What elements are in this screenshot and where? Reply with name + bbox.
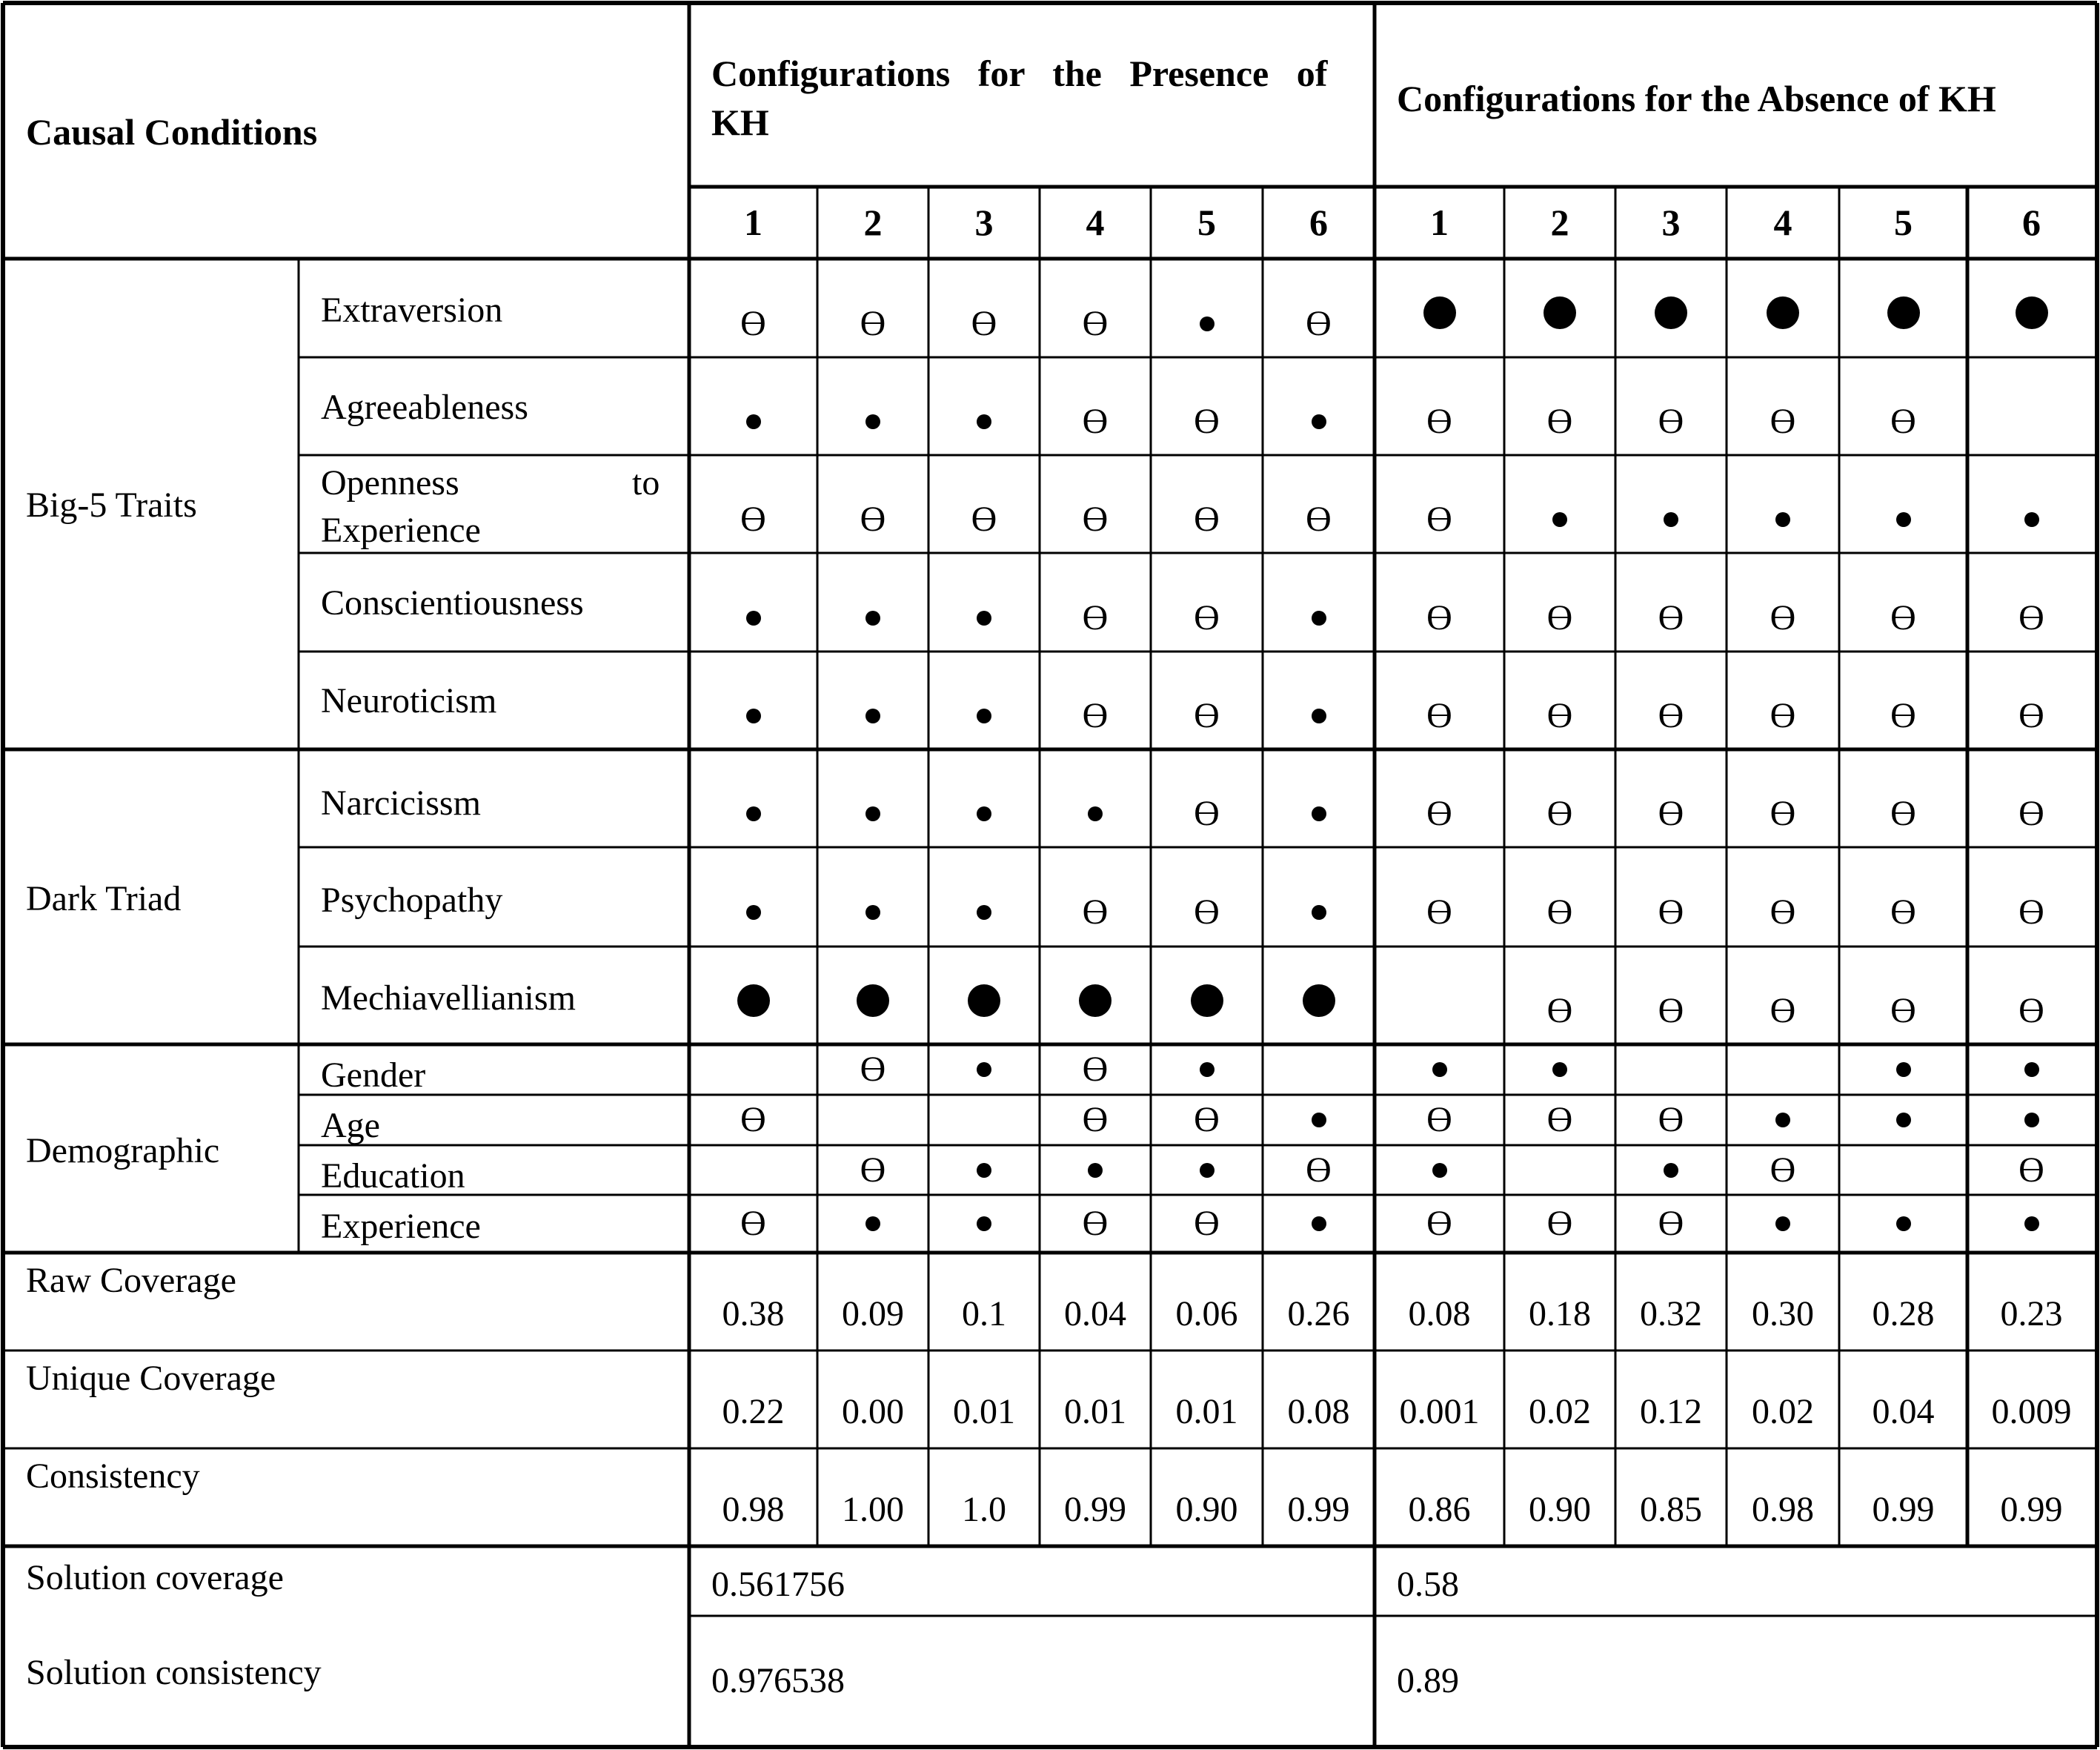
theta-absent-icon: ϴ <box>1770 794 1796 834</box>
theta-absent-icon: ϴ <box>2018 991 2044 1031</box>
solution-consistency-label: Solution consistency <box>26 1653 322 1692</box>
peripheral-present-dot-icon <box>865 905 880 920</box>
stat-value-unique-coverage: 0.001 <box>1399 1392 1480 1431</box>
stat-value-raw-coverage: 0.23 <box>2000 1294 2063 1333</box>
peripheral-present-dot-icon <box>865 1216 880 1231</box>
theta-absent-icon: ϴ <box>1194 892 1220 932</box>
column-number-absence-3: 3 <box>1661 202 1681 243</box>
theta-absent-icon: ϴ <box>1426 892 1452 932</box>
core-present-dot-icon <box>1887 296 1920 329</box>
row-label-extraversion: Extraversion <box>321 291 503 330</box>
peripheral-present-dot-icon <box>1312 1216 1326 1231</box>
stat-label-raw-coverage: Raw Coverage <box>26 1261 236 1300</box>
column-number-presence-6: 6 <box>1309 202 1328 243</box>
row-label-narcicissm: Narcicissm <box>321 783 481 823</box>
causal-conditions-header: Causal Conditions <box>26 111 318 153</box>
peripheral-present-dot-icon <box>977 1062 991 1077</box>
theta-absent-icon: ϴ <box>1194 402 1220 442</box>
peripheral-present-dot-icon <box>1200 1163 1215 1178</box>
peripheral-present-dot-icon <box>2024 1216 2039 1231</box>
core-present-dot-icon <box>968 984 1000 1017</box>
row-label-openness-line1: Openness <box>321 463 459 503</box>
theta-absent-icon: ϴ <box>1082 1100 1109 1139</box>
stat-value-raw-coverage: 0.32 <box>1640 1294 1702 1333</box>
peripheral-present-dot-icon <box>1312 414 1326 429</box>
theta-absent-icon: ϴ <box>1082 1050 1109 1089</box>
column-number-absence-2: 2 <box>1550 202 1569 243</box>
peripheral-present-dot-icon <box>977 806 991 821</box>
peripheral-present-dot-icon <box>746 806 761 821</box>
stat-value-consistency: 0.99 <box>1064 1490 1126 1529</box>
theta-absent-icon: ϴ <box>1426 500 1452 540</box>
theta-absent-icon: ϴ <box>1546 597 1573 637</box>
peripheral-present-dot-icon <box>1088 806 1103 821</box>
row-label-conscientiousness: Conscientiousness <box>321 583 584 623</box>
peripheral-present-dot-icon <box>746 611 761 626</box>
theta-absent-icon: ϴ <box>1770 597 1796 637</box>
theta-absent-icon: ϴ <box>740 1100 766 1139</box>
presence-solution-consistency: 0.976538 <box>711 1661 845 1700</box>
theta-absent-icon: ϴ <box>1546 1100 1573 1139</box>
stat-value-unique-coverage: 0.04 <box>1872 1392 1935 1431</box>
theta-absent-icon: ϴ <box>860 1150 886 1190</box>
theta-absent-icon: ϴ <box>1890 402 1916 442</box>
core-present-dot-icon <box>1767 296 1799 329</box>
peripheral-present-dot-icon <box>1664 512 1678 527</box>
stat-value-unique-coverage: 0.01 <box>953 1392 1015 1431</box>
stat-value-raw-coverage: 0.26 <box>1287 1294 1350 1333</box>
core-present-dot-icon <box>1655 296 1687 329</box>
theta-absent-icon: ϴ <box>860 500 886 540</box>
group-label-dark-triad: Dark Triad <box>26 879 182 918</box>
peripheral-present-dot-icon <box>2024 1113 2039 1127</box>
stat-label-consistency: Consistency <box>26 1456 200 1496</box>
stat-label-unique-coverage: Unique Coverage <box>26 1359 276 1398</box>
stat-value-raw-coverage: 0.04 <box>1064 1294 1126 1333</box>
theta-absent-icon: ϴ <box>1194 696 1220 736</box>
peripheral-present-dot-icon <box>865 806 880 821</box>
theta-absent-icon: ϴ <box>1890 991 1916 1031</box>
peripheral-present-dot-icon <box>746 414 761 429</box>
column-number-presence-4: 4 <box>1086 202 1105 243</box>
peripheral-present-dot-icon <box>1775 1216 1790 1231</box>
peripheral-present-dot-icon <box>1552 1062 1567 1077</box>
peripheral-present-dot-icon <box>2024 1062 2039 1077</box>
theta-absent-icon: ϴ <box>2018 794 2044 834</box>
peripheral-present-dot-icon <box>865 414 880 429</box>
peripheral-present-dot-icon <box>977 905 991 920</box>
peripheral-present-dot-icon <box>977 1216 991 1231</box>
peripheral-present-dot-icon <box>1664 1163 1678 1178</box>
theta-absent-icon: ϴ <box>1306 500 1332 540</box>
theta-absent-icon: ϴ <box>1082 1204 1109 1243</box>
theta-absent-icon: ϴ <box>971 303 997 343</box>
theta-absent-icon: ϴ <box>1658 597 1684 637</box>
stat-value-raw-coverage: 0.38 <box>722 1294 785 1333</box>
stat-value-consistency: 0.86 <box>1408 1490 1471 1529</box>
theta-absent-icon: ϴ <box>1082 402 1109 442</box>
theta-absent-icon: ϴ <box>1658 1204 1684 1243</box>
peripheral-present-dot-icon <box>1312 1113 1326 1127</box>
theta-absent-icon: ϴ <box>971 500 997 540</box>
stat-value-raw-coverage: 0.30 <box>1752 1294 1814 1333</box>
row-label-experience: Experience <box>321 1207 481 1246</box>
row-label-age: Age <box>321 1106 380 1145</box>
theta-absent-icon: ϴ <box>1194 597 1220 637</box>
theta-absent-icon: ϴ <box>1426 696 1452 736</box>
stat-value-unique-coverage: 0.009 <box>1991 1392 2072 1431</box>
peripheral-present-dot-icon <box>1775 512 1790 527</box>
theta-absent-icon: ϴ <box>1194 1204 1220 1243</box>
theta-absent-icon: ϴ <box>860 303 886 343</box>
row-label-agreeableness: Agreeableness <box>321 388 528 427</box>
core-present-dot-icon <box>1303 984 1335 1017</box>
peripheral-present-dot-icon <box>1896 512 1911 527</box>
stat-value-consistency: 0.99 <box>1872 1490 1935 1529</box>
theta-absent-icon: ϴ <box>1546 402 1573 442</box>
theta-absent-icon: ϴ <box>1426 597 1452 637</box>
theta-absent-icon: ϴ <box>1082 303 1109 343</box>
theta-absent-icon: ϴ <box>1194 1100 1220 1139</box>
peripheral-present-dot-icon <box>977 709 991 723</box>
column-number-absence-6: 6 <box>2022 202 2041 243</box>
theta-absent-icon: ϴ <box>740 1204 766 1243</box>
stat-value-consistency: 0.99 <box>1287 1490 1350 1529</box>
theta-absent-icon: ϴ <box>1890 892 1916 932</box>
theta-absent-icon: ϴ <box>1770 402 1796 442</box>
theta-absent-icon: ϴ <box>2018 1150 2044 1190</box>
stat-value-raw-coverage: 0.08 <box>1408 1294 1471 1333</box>
absence-solution-consistency: 0.89 <box>1397 1661 1459 1700</box>
peripheral-present-dot-icon <box>1200 1062 1215 1077</box>
stat-value-consistency: 0.90 <box>1175 1490 1238 1529</box>
theta-absent-icon: ϴ <box>1890 794 1916 834</box>
column-number-absence-5: 5 <box>1894 202 1913 243</box>
absence-solution-coverage: 0.58 <box>1397 1565 1459 1604</box>
theta-absent-icon: ϴ <box>1658 892 1684 932</box>
peripheral-present-dot-icon <box>746 709 761 723</box>
peripheral-present-dot-icon <box>1312 905 1326 920</box>
core-present-dot-icon <box>1079 984 1112 1017</box>
peripheral-present-dot-icon <box>1896 1216 1911 1231</box>
theta-absent-icon: ϴ <box>740 303 766 343</box>
theta-absent-icon: ϴ <box>1306 303 1332 343</box>
theta-absent-icon: ϴ <box>1426 794 1452 834</box>
core-present-dot-icon <box>857 984 889 1017</box>
theta-absent-icon: ϴ <box>1546 794 1573 834</box>
theta-absent-icon: ϴ <box>1658 794 1684 834</box>
peripheral-present-dot-icon <box>746 905 761 920</box>
stat-value-raw-coverage: 0.1 <box>962 1294 1006 1333</box>
peripheral-present-dot-icon <box>1312 709 1326 723</box>
theta-absent-icon: ϴ <box>1770 696 1796 736</box>
stat-value-unique-coverage: 0.22 <box>722 1392 785 1431</box>
presence-header-line1: Configurations for the Presence of <box>711 53 1328 94</box>
stat-value-consistency: 0.85 <box>1640 1490 1702 1529</box>
theta-absent-icon: ϴ <box>1426 402 1452 442</box>
column-number-absence-1: 1 <box>1430 202 1449 243</box>
peripheral-present-dot-icon <box>1552 512 1567 527</box>
theta-absent-icon: ϴ <box>1546 1204 1573 1243</box>
theta-absent-icon: ϴ <box>2018 892 2044 932</box>
stat-value-unique-coverage: 0.08 <box>1287 1392 1350 1431</box>
theta-absent-icon: ϴ <box>1082 696 1109 736</box>
core-present-dot-icon <box>1191 984 1223 1017</box>
stat-value-consistency: 0.98 <box>722 1490 785 1529</box>
peripheral-present-dot-icon <box>1312 611 1326 626</box>
stat-value-unique-coverage: 0.00 <box>842 1392 904 1431</box>
row-label-psychopathy: Psychopathy <box>321 881 503 920</box>
theta-absent-icon: ϴ <box>1546 696 1573 736</box>
theta-absent-icon: ϴ <box>1770 892 1796 932</box>
peripheral-present-dot-icon <box>1432 1163 1447 1178</box>
presence-solution-coverage: 0.561756 <box>711 1565 845 1604</box>
stat-value-consistency: 0.99 <box>2000 1490 2063 1529</box>
theta-absent-icon: ϴ <box>1306 1150 1332 1190</box>
row-label-mechiavellianism: Mechiavellianism <box>321 978 576 1018</box>
peripheral-present-dot-icon <box>977 414 991 429</box>
peripheral-present-dot-icon <box>865 611 880 626</box>
core-present-dot-icon <box>1544 296 1576 329</box>
peripheral-present-dot-icon <box>1432 1062 1447 1077</box>
column-number-presence-1: 1 <box>744 202 762 243</box>
row-label-gender: Gender <box>321 1055 426 1095</box>
peripheral-present-dot-icon <box>1200 316 1215 331</box>
peripheral-present-dot-icon <box>977 611 991 626</box>
peripheral-present-dot-icon <box>865 709 880 723</box>
core-present-dot-icon <box>1423 296 1456 329</box>
stat-value-unique-coverage: 0.12 <box>1640 1392 1702 1431</box>
stat-value-consistency: 0.98 <box>1752 1490 1814 1529</box>
group-label-demographic: Demographic <box>26 1131 220 1170</box>
theta-absent-icon: ϴ <box>1426 1204 1452 1243</box>
stat-value-consistency: 1.00 <box>842 1490 904 1529</box>
row-label-education: Education <box>321 1156 465 1196</box>
stat-value-unique-coverage: 0.01 <box>1064 1392 1126 1431</box>
presence-header-line2: KH <box>711 102 769 143</box>
peripheral-present-dot-icon <box>1088 1163 1103 1178</box>
stat-value-consistency: 0.90 <box>1529 1490 1591 1529</box>
group-label-big5: Big-5 Traits <box>26 485 197 525</box>
theta-absent-icon: ϴ <box>1658 402 1684 442</box>
theta-absent-icon: ϴ <box>1658 991 1684 1031</box>
theta-absent-icon: ϴ <box>1082 500 1109 540</box>
theta-absent-icon: ϴ <box>1890 696 1916 736</box>
theta-absent-icon: ϴ <box>1770 991 1796 1031</box>
theta-absent-icon: ϴ <box>2018 696 2044 736</box>
theta-absent-icon: ϴ <box>1194 500 1220 540</box>
theta-absent-icon: ϴ <box>1194 794 1220 834</box>
stat-value-unique-coverage: 0.02 <box>1529 1392 1591 1431</box>
solution-coverage-label: Solution coverage <box>26 1558 284 1597</box>
row-label-openness-to: to <box>632 463 660 503</box>
theta-absent-icon: ϴ <box>1546 991 1573 1031</box>
stat-value-unique-coverage: 0.01 <box>1175 1392 1238 1431</box>
peripheral-present-dot-icon <box>1896 1062 1911 1077</box>
peripheral-present-dot-icon <box>1775 1113 1790 1127</box>
core-present-dot-icon <box>2016 296 2048 329</box>
stat-value-unique-coverage: 0.02 <box>1752 1392 1814 1431</box>
theta-absent-icon: ϴ <box>2018 597 2044 637</box>
theta-absent-icon: ϴ <box>1082 597 1109 637</box>
peripheral-present-dot-icon <box>2024 512 2039 527</box>
theta-absent-icon: ϴ <box>1770 1150 1796 1190</box>
stat-value-raw-coverage: 0.09 <box>842 1294 904 1333</box>
peripheral-present-dot-icon <box>977 1163 991 1178</box>
stat-value-raw-coverage: 0.28 <box>1872 1294 1935 1333</box>
column-number-absence-4: 4 <box>1773 202 1792 243</box>
row-label-openness-line2: Experience <box>321 511 481 550</box>
stat-value-raw-coverage: 0.06 <box>1175 1294 1238 1333</box>
peripheral-present-dot-icon <box>1312 806 1326 821</box>
theta-absent-icon: ϴ <box>1890 597 1916 637</box>
theta-absent-icon: ϴ <box>1082 892 1109 932</box>
theta-absent-icon: ϴ <box>860 1050 886 1089</box>
theta-absent-icon: ϴ <box>1658 696 1684 736</box>
stat-value-raw-coverage: 0.18 <box>1529 1294 1591 1333</box>
theta-absent-icon: ϴ <box>1426 1100 1452 1139</box>
core-present-dot-icon <box>737 984 770 1017</box>
theta-absent-icon: ϴ <box>1658 1100 1684 1139</box>
peripheral-present-dot-icon <box>1896 1113 1911 1127</box>
row-label-neuroticism: Neuroticism <box>321 681 497 720</box>
column-number-presence-2: 2 <box>863 202 883 243</box>
column-number-presence-3: 3 <box>974 202 994 243</box>
absence-header: Configurations for the Absence of KH <box>1397 78 1996 119</box>
theta-absent-icon: ϴ <box>740 500 766 540</box>
theta-absent-icon: ϴ <box>1546 892 1573 932</box>
stat-value-consistency: 1.0 <box>962 1490 1006 1529</box>
column-number-presence-5: 5 <box>1197 202 1216 243</box>
